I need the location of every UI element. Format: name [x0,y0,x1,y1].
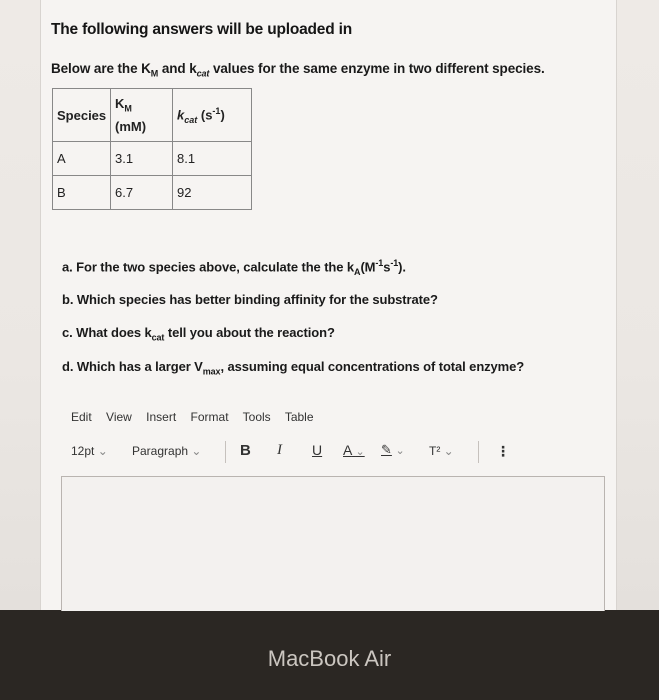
header-km: $K_M$ (mM) [111,89,173,142]
cell-species: B [53,176,111,210]
menu-edit[interactable]: Edit [71,410,92,424]
chevron-down-icon: ⌄ [443,444,454,458]
bold-button[interactable]: B [240,442,251,459]
toolbar-divider [478,441,479,463]
toolbar-divider [225,441,226,463]
cell-species: A [53,142,111,176]
font-color-button[interactable]: A ⌄ [343,442,365,458]
superscript-button[interactable]: T² ⌄ [429,444,454,458]
question-c: c. What does $k_{cat}$ tell you about the reaction? [62,325,335,343]
header-species: Species [53,89,111,142]
chevron-down-icon: ⌄ [97,444,108,458]
editor-menubar [71,410,325,424]
highlighter-icon: ✎ [381,442,392,457]
header-kcat: $k_{cat}$ $(s^{-1})$ [173,89,252,142]
cell-kcat: 8.1 [173,142,252,176]
editor-toolbar [71,444,526,464]
answer-text-area[interactable] [61,476,605,611]
chevron-down-icon: ⌄ [395,445,405,457]
block-format-select[interactable]: Paragraph ⌄ [132,444,202,458]
table-header-row [53,89,252,142]
font-size-select[interactable]: 12pt ⌄ [71,444,108,458]
chevron-down-icon: ⌄ [355,446,365,458]
cell-km: 3.1 [111,142,173,176]
highlight-button[interactable] [381,442,405,458]
device-label: MacBook Air [267,646,392,671]
table-row [53,142,252,176]
menu-insert[interactable]: Insert [146,410,177,424]
cell-kcat: 92 [173,176,252,210]
more-options-button[interactable]: ⋮ [496,443,510,459]
chevron-down-icon: ⌄ [191,444,202,458]
underline-button[interactable]: U [312,442,323,458]
menu-tools[interactable]: Tools [242,410,271,424]
menu-view[interactable]: View [106,410,132,424]
question-a: a. For the two species above, calculate the the $k_A(M^{-1}s^{-1})$. [62,258,406,277]
enzyme-table [52,88,252,210]
italic-button[interactable]: I [277,442,282,458]
page-heading: The following answers will be uploaded in [51,21,352,38]
cell-km: 6.7 [111,176,173,210]
question-b: b. Which species has better binding affinity for the substrate? [62,292,438,307]
table-row [53,176,252,210]
menu-format[interactable]: Format [190,410,229,424]
menu-table[interactable]: Table [284,410,314,424]
intro-text: Below are the $K_M$ and $k_{cat}$ values for the same enzyme in two different species. [51,61,545,79]
question-d: d. Which has a larger $V_{max}$, assuming equal concentrations of total enzyme? [62,359,525,377]
